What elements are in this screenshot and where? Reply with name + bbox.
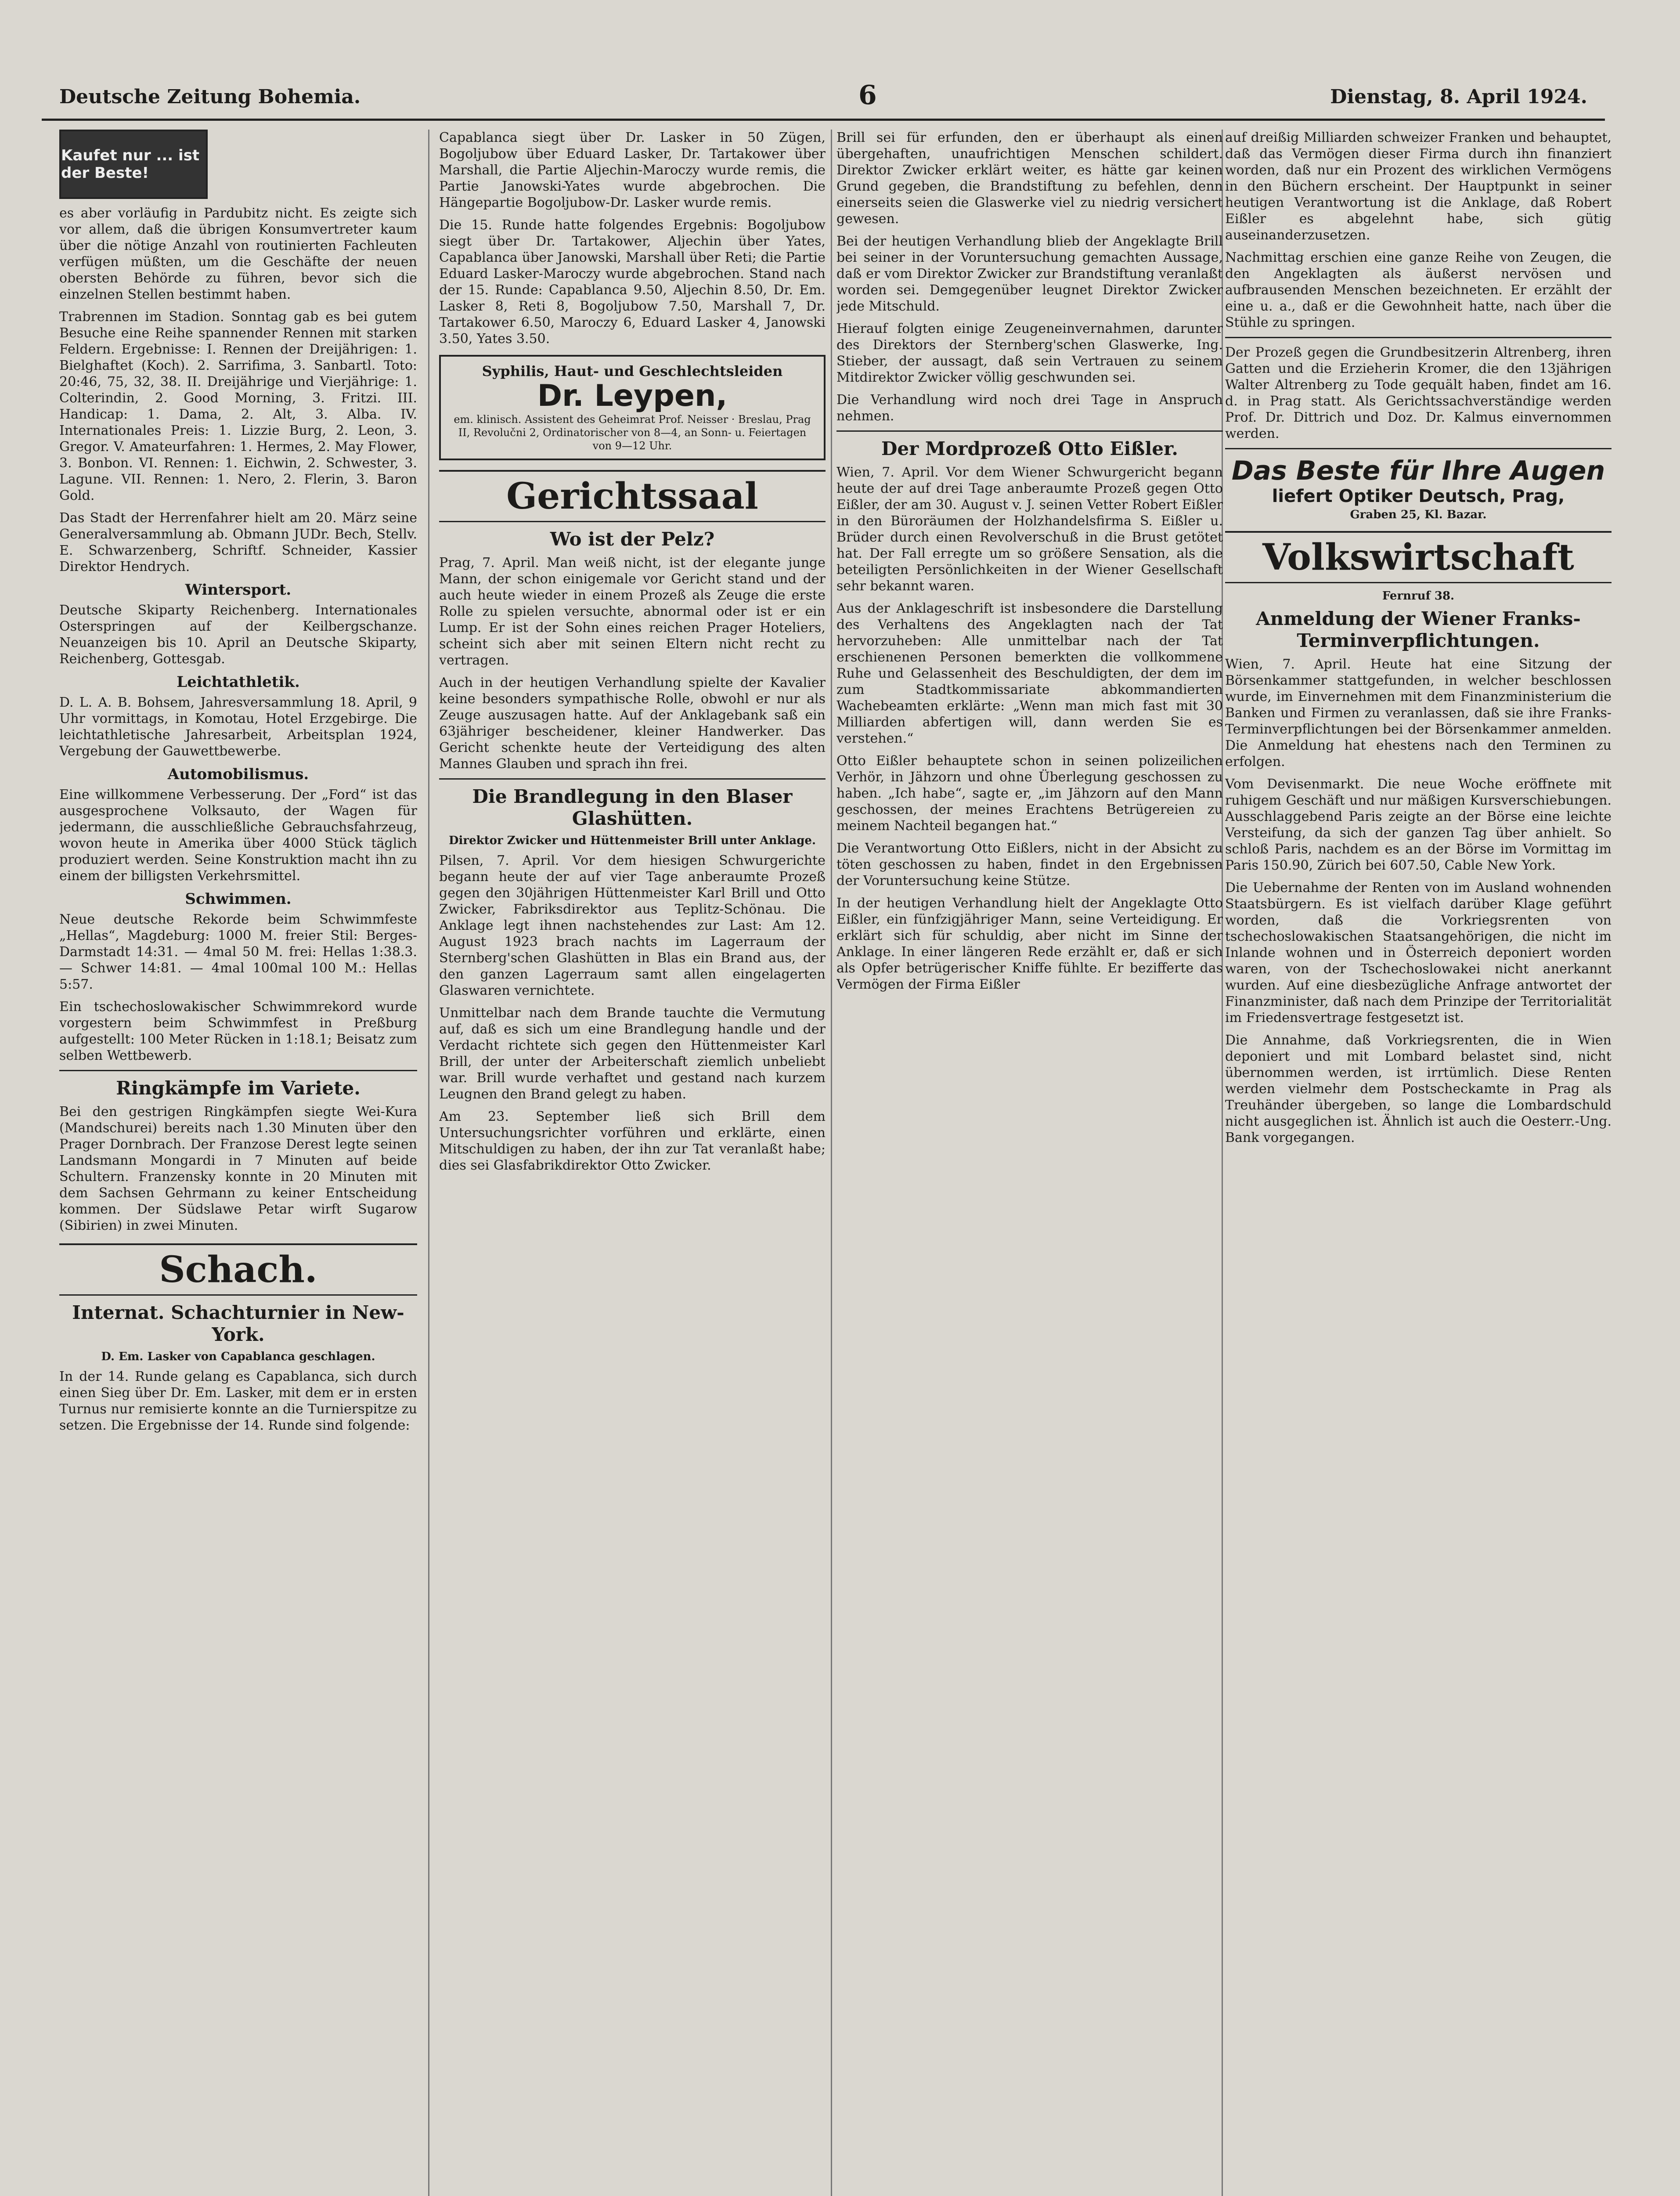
article-paragraph: Die Uebernahme der Renten von im Ausland wohnenden Staatsbürgern. Es ist vielfach darüber Klage geführt worden, daß die Vorkriegsrenten von tschechoslowakischen Staatsangehörigen, die nicht im Inlande wohnen und in Österreich deponiert worden waren, von der Tschechoslowakei nicht anerkannt wurden. Auf eine diesbezügliche Anfrage antwortet der Finanzminister, daß nach dem Prinzipe der Territorialität im Friedensvertrage festgesetzt ist.: [1225, 880, 1612, 1026]
article-paragraph: Wien, 7. April. Heute hat eine Sitzung der Börsenkammer stattgefunden, in welcher beschlossen wurde, im Einvernehmen mit dem Finanzministerium die Banken und Firmen zu veranlassen, daß sie ihre Franks-Terminverpflichtungen bei der Börsenkammer anmelden. Die Anmeldung hat ehestens nach den Terminen zu erfolgen.: [1225, 657, 1612, 769]
divider: [1225, 337, 1612, 338]
section-title: Volkswirtschaft: [1225, 531, 1612, 583]
article-paragraph: Wien, 7. April. Vor dem Wiener Schwurgericht begann heute der auf drei Tage anberaumte Prozeß gegen Otto Eißler, der am 30. August v. J. seinen Vetter Robert Eißler in den Büroräumen der Holzhandelsfirma S. Eißler u. Brüder durch einen Revolverschuß in die Brust getötet hat. Der Fall erregte um so größere Sensation, als die beteiligten Persönlichkeiten in der Wiener Gesellschaft sehr bekannt waren.: [836, 465, 1223, 594]
section-heading: Schwimmen.: [185, 890, 292, 908]
article-paragraph: Unmittelbar nach dem Brande tauchte die Vermutung auf, daß es sich um eine Brandlegung handle und der Verdacht richtete sich gegen den Hüttenmeister Karl Brill, der unter der Arbeiterschaft ziemlich unbeliebt war. Brill wurde verhaftet und gestand nach kurzem Leugnen den Brand gelegt zu haben.: [439, 1005, 826, 1102]
column-divider: [831, 130, 832, 2196]
article-paragraph: Trabrennen im Stadion. Sonntag gab es bei gutem Besuche eine Reihe spannender Rennen mit starken Feldern. Ergebnisse: I. Rennen der Dreijährigen: 1. Bielghaftet (Koch). 2. Sarrifima, 3. Sanbartl. Toto: 20:46, 75, 32, 38. II. Dreijährige und Vierjährige: 1. Colterindin, 2. Good Morning, 3. Fritzi. III. Handicap: 1. Dama, 2. Alt, 3. Alba. IV. Internationales Preis: 1. Lizzie Burg, 2. Leon, 3. Gregor. V. Amateurfahren: 1. Hermes, 2. May Flower, 3. Bonbon. VI. Rennen: 1. Eichwin, 2. Schwester, 3. Lagune. VII. Rennen: 1. Nero, 2. Flerin, 3. Baron Gold.: [59, 309, 417, 503]
divider: [836, 430, 1223, 432]
divider: [59, 1070, 417, 1071]
article-paragraph: es aber vorläufig in Pardubitz nicht. Es zeigte sich vor allem, daß die übrigen Konsumvertreter kaum über die nötige Anzahl von routinierten Fachleuten verfügen müßten, um die Geschäfte der neuen obersten Behörde zu führen, bevor sich die einzelnen Stellen bestimmt haben.: [59, 206, 417, 302]
section-heading: Leichtathletik.: [177, 673, 300, 691]
section-title: Gerichtssaal: [439, 470, 826, 522]
issue-date: Dienstag, 8. April 1924.: [1330, 86, 1587, 108]
article-paragraph: Die Verantwortung Otto Eißlers, nicht in der Absicht zu töten geschossen zu haben, findet in den Ergebnissen der Voruntersuchung keine Stütze.: [836, 841, 1223, 889]
column-1: [59, 130, 417, 2196]
section-heading: Wintersport.: [185, 581, 292, 599]
article-paragraph: In der 14. Runde gelang es Capablanca, sich durch einen Sieg über Dr. Em. Lasker, mit dem er in ersten Turnus nur remisierte konnte an die Turnierspitze zu setzen. Die Ergebnisse der 14. Runde sind folgende:: [59, 1369, 417, 1433]
column-2: [439, 130, 826, 2196]
article-paragraph: Die 15. Runde hatte folgendes Ergebnis: Bogoljubow siegt über Dr. Tartakower, Aljechin über Yates, Capablanca über Janowski, Marshall über Reti; die Partie Eduard Lasker-Maroczy wurde abgebrochen. Stand nach der 15. Runde: Capablanca 9.50, Aljechin 8.50, Dr. Em. Lasker 8, Reti 8, Bogoljubow 7.50, Marshall 7, Dr. Tartakower 6.50, Maroczy 6, Eduard Lasker 4, Janowski 3.50, Yates 3.50.: [439, 217, 826, 347]
article-paragraph: Hierauf folgten einige Zeugeneinvernahmen, darunter des Direktors der Sternberg'schen Glaswerke, Ing. Stieber, der aussagt, daß sein Vertrauen zu seinem Mitdirektor Zwicker völlig geschwunden sei.: [836, 321, 1223, 385]
ad-heading: Syphilis, Haut- und Geschlechtsleiden: [482, 363, 783, 379]
column-3: [836, 130, 1223, 2196]
page-number: 6: [858, 80, 877, 111]
doctor-advertisement: [439, 355, 826, 460]
article-headline: Anmeldung der Wiener Franks-Terminverpflichtungen.: [1256, 608, 1581, 651]
article-paragraph: Bei der heutigen Verhandlung blieb der Angeklagte Brill bei seiner in der Voruntersuchung gemachten Aussage, daß er vom Direktor Zwicker zur Brandstiftung veranlaßt worden sei. Demgegenüber leugnet Direktor Zwicker jede Mitschuld.: [836, 234, 1223, 314]
ad-details: em. klinisch. Assistent des Geheimrat Prof. Neisser · Breslau, Prag II, Revolučni 2, Ordinatorischer von 8—4, an Sonn- u. Feiertagen von 9—12 Uhr.: [454, 413, 811, 452]
newspaper-title: Deutsche Zeitung Bohemia.: [59, 86, 361, 108]
article-paragraph: Eine willkommene Verbesserung. Der „Ford“ ist das ausgesprochene Volksauto, der Wagen für jedermann, die ausschließliche Gebrauchsfahrzeug, wovon heute in Amerika über 4000 Stück täglich produziert werden. Seine Konstruktion macht ihn zu einem der billigsten Verkehrsmittel.: [59, 787, 417, 884]
article-paragraph: auf dreißig Milliarden schweizer Franken und behauptet, daß das Vermögen dieser Firma durch ihn finanziert worden, daß nur ein Prozent des wirklichen Vermögens in den Büchern erscheint. Der Hauptpunkt in seiner heutigen Verantwortung ist die Anklage, daß Robert Eißler es abgelehnt habe, sich gütig auseinanderzusetzen.: [1225, 130, 1612, 243]
article-paragraph: In der heutigen Verhandlung hielt der Angeklagte Otto Eißler, ein fünfzigjähriger Mann, seine Verteidigung. Er erklärt sich für schuldig, aber nicht im Sinne der Anklage. In einer längeren Rede erzählt er, daß er sich als Opfer betrügerischer Kniffe fühlte. Er bezifferte das Vermögen der Firma Eißler: [836, 896, 1223, 992]
article-paragraph: Neue deutsche Rekorde beim Schwimmfeste „Hellas“, Magdeburg: 1000 M. freier Stil: Berges-Darmstadt 14:31. — 4mal 50 M. frei: Hellas 1:38.3. — Schwer 14:81. — 4mal 100mal 100 M.: Hellas 5:57.: [59, 912, 417, 992]
article-paragraph: Vom Devisenmarkt. Die neue Woche eröffnete mit ruhigem Geschäft und nur mäßigen Kursverschiebungen. Ausschlaggebend Paris zeigte an der Börse eine leichte Versteifung, da sich der ganzen Tag über anhielt. So schloß Paris, nachdem es an der Börse im Vormittag im Paris 150.90, Zürich bei 607.50, Cable New York.: [1225, 777, 1612, 873]
article-paragraph: Otto Eißler behauptete schon in seinen polizeilichen Verhör, in Jähzorn und ohne Überlegung geschossen zu haben. „Ich habe“, sagte er, „im Jähzorn auf den Mann geschossen, der meines Erachtens Betrügereien zu meinem Nachteil begangen hat.“: [836, 753, 1223, 834]
optician-ad-heading: Das Beste für Ihre Augen: [1231, 455, 1605, 486]
article-paragraph: Ein tschechoslowakischer Schwimmrekord wurde vorgestern beim Schwimmfest in Preßburg aufgestellt: 100 Meter Rücken in 1:18.1; Beisatz zum selben Wettbewerb.: [59, 999, 417, 1063]
divider: [1225, 448, 1612, 449]
article-paragraph: Brill sei für erfunden, den er überhaupt als einen übergehaften, unaufrichtigen Menschen schildert. Direktor Zwicker erklärt weiter, es hätte gar keinen Grund gegeben, die Brandstiftung zu befehlen, denn einerseits seien die Glaswerke viel zu niedrig versichert gewesen.: [836, 130, 1223, 227]
article-paragraph: Am 23. September ließ sich Brill dem Untersuchungsrichter vorführen und erklärte, einen Mitschuldigen zu haben, der ihn zur Tat veranlaßt habe; dies sei Glasfabrikdirektor Otto Zwicker.: [439, 1109, 826, 1173]
section-title: Schach.: [59, 1243, 417, 1296]
article-headline: Ringkämpfe im Variete.: [116, 1077, 361, 1099]
article-paragraph: Deutsche Skiparty Reichenberg. Internationales Osterspringen auf der Keilbergschanze. Neuanzeigen bis 10. April an Deutsche Skiparty, Reichenberg, Gottesgab.: [59, 603, 417, 667]
section-heading: Automobilismus.: [167, 766, 309, 783]
article-subheadline: D. Em. Lasker von Capablanca geschlagen.: [101, 1350, 375, 1363]
article-paragraph: Die Verhandlung wird noch drei Tage in Anspruch nehmen.: [836, 392, 1223, 424]
optician-ad-address: Graben 25, Kl. Bazar.: [1350, 508, 1487, 521]
column-divider: [428, 130, 429, 2196]
article-headline: Internat. Schachturnier in New-York.: [72, 1302, 404, 1345]
article-paragraph: Das Stadt der Herrenfahrer hielt am 20. März seine Generalversammlung ab. Obmann JUDr. Bech, Stellv. E. Schwarzenberg, Schriftf. Schneider, Kassier Direktor Hendrych.: [59, 510, 417, 574]
section-phone: Fernruf 38.: [1382, 589, 1455, 603]
article-paragraph: Der Prozeß gegen die Grundbesitzerin Altrenberg, ihren Gatten und die Erzieherin Kromer, die den 13jährigen Walter Altrenberg zu Tode gequält haben, findet am 16. d. in Prag statt. Als Gerichtssachverständige werden Prof. Dr. Dittrich und Doz. Dr. Kalmus einvernommen werden.: [1225, 345, 1612, 441]
article-subheadline: Direktor Zwicker und Hüttenmeister Brill unter Anklage.: [448, 834, 816, 847]
column-4: [1225, 130, 1612, 2196]
article-paragraph: Auch in der heutigen Verhandlung spielte der Kavalier keine besonders sympathische Rolle, obwohl er nur als Zeuge auszusagen hatte. Auf der Anklagebank saß ein 63jähriger bescheidener, kleiner Handwerker. Das Gericht schenkte heute der Verteidigung des alten Mannes Glauben und sprach ihn frei.: [439, 675, 826, 772]
page-header: [42, 75, 1605, 121]
article-paragraph: Bei den gestrigen Ringkämpfen siegte Wei-Kura (Mandschurei) bereits nach 1.30 Minuten über den Prager Dornbrach. Der Franzose Derest legte seinen Landsmann Mongardi in 7 Minuten auf beide Schultern. Franzensky konnte in 20 Minuten mit dem Sachsen Gehrmann zu keiner Entscheidung kommen. Der Südslawe Petar wirft Sugarow (Sibirien) in zwei Minuten.: [59, 1104, 417, 1233]
optician-ad-name: liefert Optiker Deutsch, Prag,: [1272, 486, 1565, 506]
article-paragraph: Prag, 7. April. Man weiß nicht, ist der elegante junge Mann, der schon einigemale vor Gericht stand und der auch heute wieder in einem Prozeß als Zeuge die erste Rolle zu spielen versuchte, abnormal oder ist er ein Lump. Er ist der Sohn eines reichen Prager Hoteliers, scheint sich aber mit seinen Eltern nicht recht zu vertragen.: [439, 555, 826, 668]
divider: [439, 778, 826, 780]
article-paragraph: Aus der Anklageschrift ist insbesondere die Darstellung des Verhaltens des Angeklagten nach der Tat hervorzuheben: Alle unmittelbar nach der Tat erschienenen Personen bemerkten die vollkommene Ruhe und Gelassenheit des Beschuldigten, der dem im zum Stadtkommissariate abkommandierten Wachebeamten erklärte: „Wenn man mich fast mit 30 Milliarden abfertigen will, dann werden Sie es verstehen.“: [836, 601, 1223, 746]
article-paragraph: Capablanca siegt über Dr. Lasker in 50 Zügen, Bogoljubow über Eduard Lasker, Dr. Tartakower über Marshall, die Partie Aljechin-Maroczy wurde remis, die Partie Janowski-Yates wurde abgebrochen. Die Hängepartie Bogoljubow-Dr. Lasker wurde remis.: [439, 130, 826, 210]
article-paragraph: Die Annahme, daß Vorkriegsrenten, die in Wien deponiert und mit Lombard belastet sind, nicht übernommen werden, ist irrtümlich. Diese Renten werden vielmehr dem Postscheckamte in Prag als Treuhänder übergeben, so lange die Lombardschuld nicht ausgeglichen ist. Ähnlich ist auch die Oesterr.-Ung. Bank vorgegangen.: [1225, 1033, 1612, 1145]
article-paragraph: D. L. A. B. Bohsem, Jahresversammlung 18. April, 9 Uhr vormittags, in Komotau, Hotel Erzgebirge. Die leichtathletische Jahresarbeit, Arbeitsplan 1924, Vergebung der Gauwettbewerbe.: [59, 695, 417, 759]
ad-name: Dr. Leypen,: [537, 379, 728, 413]
article-headline: Die Brandlegung in den Blaser Glashütten.: [472, 786, 793, 829]
advertisement-logo: Kaufet nur ... ist der Beste!: [59, 130, 208, 199]
article-headline: Der Mordprozeß Otto Eißler.: [881, 438, 1178, 459]
article-paragraph: Pilsen, 7. April. Vor dem hiesigen Schwurgerichte begann heute der auf vier Tage anberaumte Prozeß gegen den 30jährigen Hüttenmeister Karl Brill und Otto Zwicker, Fabriksdirektor aus Teplitz-Schönau. Die Anklage legt ihnen nachstehendes zur Last: Am 12. August 1923 brach nachts im Lagerraum der Sternberg'schen Glashütten in Blas ein Brand aus, der den ganzen Lagerraum samt allen eingelagerten Glaswaren vernichtete.: [439, 853, 826, 998]
article-headline: Wo ist der Pelz?: [550, 528, 715, 550]
article-paragraph: Nachmittag erschien eine ganze Reihe von Zeugen, die den Angeklagten als äußerst nervösen und aufbrausenden Menschen bezeichneten. Er erzählt der eine u. a., daß er die Gewohnheit hatte, nach über die Stühle zu springen.: [1225, 250, 1612, 330]
